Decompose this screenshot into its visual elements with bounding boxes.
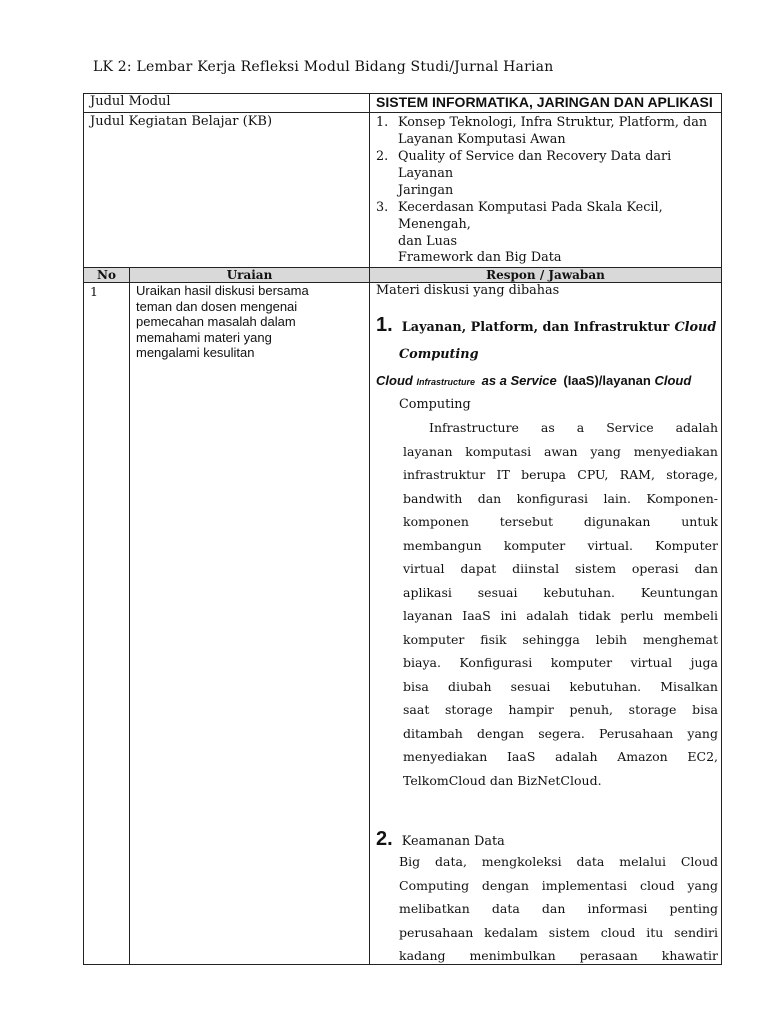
module-label: Judul Modul	[84, 94, 370, 113]
paragraph-line: virtual dapat diinstal sistem operasi dan	[403, 561, 718, 576]
paragraph-line: menyediakan IaaS adalah Amazon EC2,	[403, 749, 718, 764]
kb-item-line: Layanan Komputasi Awan	[398, 132, 566, 147]
section-1-title-line2: Computing	[399, 347, 479, 362]
worksheet-table	[83, 93, 722, 965]
kb-list-cell	[370, 113, 722, 268]
uraian-line: teman dan dosen mengenai	[136, 298, 298, 314]
paragraph-line: melibatkan data dan informasi penting	[399, 901, 718, 916]
iaas-part: Infrastructure	[416, 377, 475, 387]
kb-item-line: Jaringan	[398, 183, 454, 198]
table-header-row	[84, 268, 722, 283]
paragraph-iaas	[403, 416, 718, 792]
paragraph-line: layanan IaaS ini adalah tidak perlu membeli	[403, 608, 718, 623]
uraian-line: pemecahan masalah dalam	[136, 314, 296, 329]
section-1-title: Layanan, Platform, dan Infrastruktur	[401, 320, 670, 335]
iaas-part: Cloud	[654, 373, 692, 388]
kb-item-line: dan Luas	[398, 234, 458, 249]
iaas-line	[376, 373, 691, 388]
kb-item	[376, 199, 715, 250]
paragraph-line: saat storage hampir penuh, storage bisa	[403, 702, 718, 717]
header-uraian: Uraian	[130, 268, 370, 283]
section-1-title-italic: Cloud	[674, 320, 717, 335]
paragraph-line: infrastruktur IT berupa CPU, RAM, storage,	[403, 467, 718, 482]
uraian-line: memahami materi yang	[136, 329, 272, 345]
response-cell	[370, 283, 722, 965]
paragraph-line: TelkomCloud dan BizNetCloud.	[403, 772, 602, 788]
uraian-cell	[130, 283, 370, 965]
uraian-line: mengalami kesulitan	[136, 345, 255, 360]
paragraph-line: Computing dengan implementasi cloud yang	[399, 877, 718, 893]
kb-item-line: Konsep Teknologi, Infra Struktur, Platform, dan	[398, 115, 708, 130]
paragraph-line: komputer fisik sehingga lebih menghemat	[403, 631, 718, 647]
iaas-part: as a Service	[481, 373, 557, 388]
section-2-number: 2.	[376, 828, 393, 850]
module-title: SISTEM INFORMATIKA, JARINGAN DAN APLIKASI	[370, 94, 722, 113]
header-no: No	[84, 268, 130, 283]
paragraph-line: aplikasi sesuai kebutuhan. Keuntungan	[403, 584, 718, 600]
section-1-number: 1.	[376, 314, 393, 336]
paragraph-line: membangun komputer virtual. Komputer	[403, 537, 718, 553]
paragraph-line: bandwith dan konfigurasi lain. Komponen-	[403, 490, 718, 506]
paragraph-line: bisa diubah sesuai kebutuhan. Misalkan	[403, 678, 718, 694]
header-respon: Respon / Jawaban	[370, 268, 722, 283]
kb-extra: Framework dan Big Data	[398, 250, 562, 265]
kb-item	[376, 114, 715, 148]
iaas-part: (IaaS)/layanan	[563, 373, 651, 388]
kb-list	[376, 114, 715, 250]
section-2-heading	[376, 828, 505, 851]
kb-item-number: 2.	[376, 149, 389, 164]
section-2-title: Keamanan Data	[401, 834, 505, 849]
computing-word: Computing	[399, 397, 471, 412]
kb-item-line: Kecerdasan Komputasi Pada Skala Kecil, Menengah,	[398, 200, 663, 232]
document-heading: LK 2: Lembar Kerja Refleksi Modul Bidang Studi/Jurnal Harian	[93, 59, 554, 75]
discussion-intro: Materi diskusi yang dibahas	[376, 283, 560, 298]
module-row	[84, 94, 722, 113]
table-row	[84, 283, 722, 965]
paragraph-line: Infrastructure as a Service adalah	[429, 420, 718, 435]
paragraph-line: perusahaan kedalam sistem cloud itu sendiri	[399, 924, 718, 940]
kb-item-number: 3.	[376, 200, 389, 215]
paragraph-security	[399, 850, 718, 965]
paragraph-line: Big data, mengkoleksi data melalui Cloud	[399, 854, 718, 869]
kb-item	[376, 148, 715, 199]
kb-label: Judul Kegiatan Belajar (KB)	[84, 113, 370, 268]
uraian-line: Uraikan hasil diskusi bersama	[136, 283, 309, 298]
row-number: 1	[84, 283, 130, 965]
kb-item-number: 1.	[376, 115, 389, 130]
paragraph-line: kadang menimbulkan perasaan khawatir	[399, 948, 718, 963]
section-1-heading	[376, 314, 716, 337]
paragraph-line: ditambah dengan segera. Perusahaan yang	[403, 725, 718, 741]
paragraph-line: biaya. Konfigurasi komputer virtual juga	[403, 655, 718, 670]
kb-item-line: Quality of Service dan Recovery Data dari Layanan	[398, 149, 672, 181]
paragraph-line: layanan komputasi awan yang menyediakan	[403, 443, 718, 459]
iaas-part: Cloud	[376, 373, 413, 388]
kb-row	[84, 113, 722, 268]
paragraph-line: komponen tersebut digunakan untuk	[403, 514, 718, 529]
